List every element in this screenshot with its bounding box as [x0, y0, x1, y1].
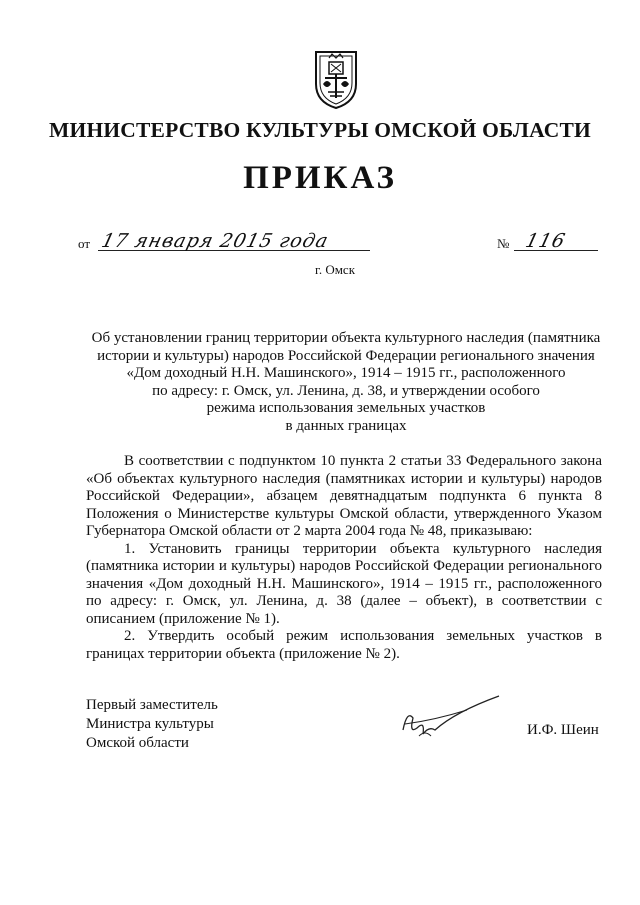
signatory-name: И.Ф. Шеин [527, 722, 599, 738]
subject-line: в данных границах [285, 417, 407, 434]
signatory-title-line: Первый заместитель [86, 697, 218, 713]
subject-heading [86, 330, 606, 435]
handwritten-signature [395, 690, 505, 745]
handwritten-number: 116 [523, 230, 569, 252]
signatory-title [86, 696, 218, 753]
subject-line: режима использования земельных участков [206, 400, 486, 416]
number-prefix: № [497, 236, 510, 251]
order-item-1: 1. Установить границы территории объекта культурного наследия (памятника истории и культуры) народов Российской Федерации регионального значения «Дом доходный Н.Н. Машинского», 1914 – 1915 гг., расположенного по адресу: г. Омск, ул. Ленина, д. 38 (далее – объект), в соответствии с описанием (приложение № 1). [86, 540, 602, 627]
subject-line: Об установлении границ территории объекта культурного наследия (памятника [91, 330, 601, 346]
order-item-2: 2. Утвердить особый режим использования земельных участков в границах территории объекта (приложение № 2). [86, 628, 602, 662]
coat-of-arms-icon [313, 48, 359, 110]
subject-line: по адресу: г. Омск, ул. Ленина, д. 38, и утверждении особого [152, 382, 540, 399]
subject-line: «Дом доходный Н.Н. Машинского», 1914 – 1915 гг., расположенного [126, 365, 566, 381]
handwritten-date: 17 января 2015 года [99, 230, 332, 252]
signatory-title-line: Министра культуры [86, 716, 214, 732]
document-type: ПРИКАЗ [243, 160, 397, 196]
order-body [86, 453, 602, 663]
subject-line: истории и культуры) народов Российской Федерации регионального значения [97, 347, 595, 364]
preamble-paragraph: В соответствии с подпунктом 10 пункта 2 статьи 33 Федерального закона «Об объектах культурного наследия (памятниках истории и культуры) народов Российской Федерации», абзацем девятнадцатым подпункта 6 пункта 8 Положения о Министерстве культуры Омской области, утвержденного Указом Губернатора Омской области от 2 марта 2004 года № 48, приказываю: [86, 453, 602, 539]
city: г. Омск [314, 262, 356, 277]
ministry-title: МИНИСТЕРСТВО КУЛЬТУРЫ ОМСКОЙ ОБЛАСТИ [49, 118, 591, 142]
date-prefix: от [78, 236, 91, 251]
date-number-row [78, 230, 598, 256]
signatory-title-line: Омской области [86, 735, 189, 751]
